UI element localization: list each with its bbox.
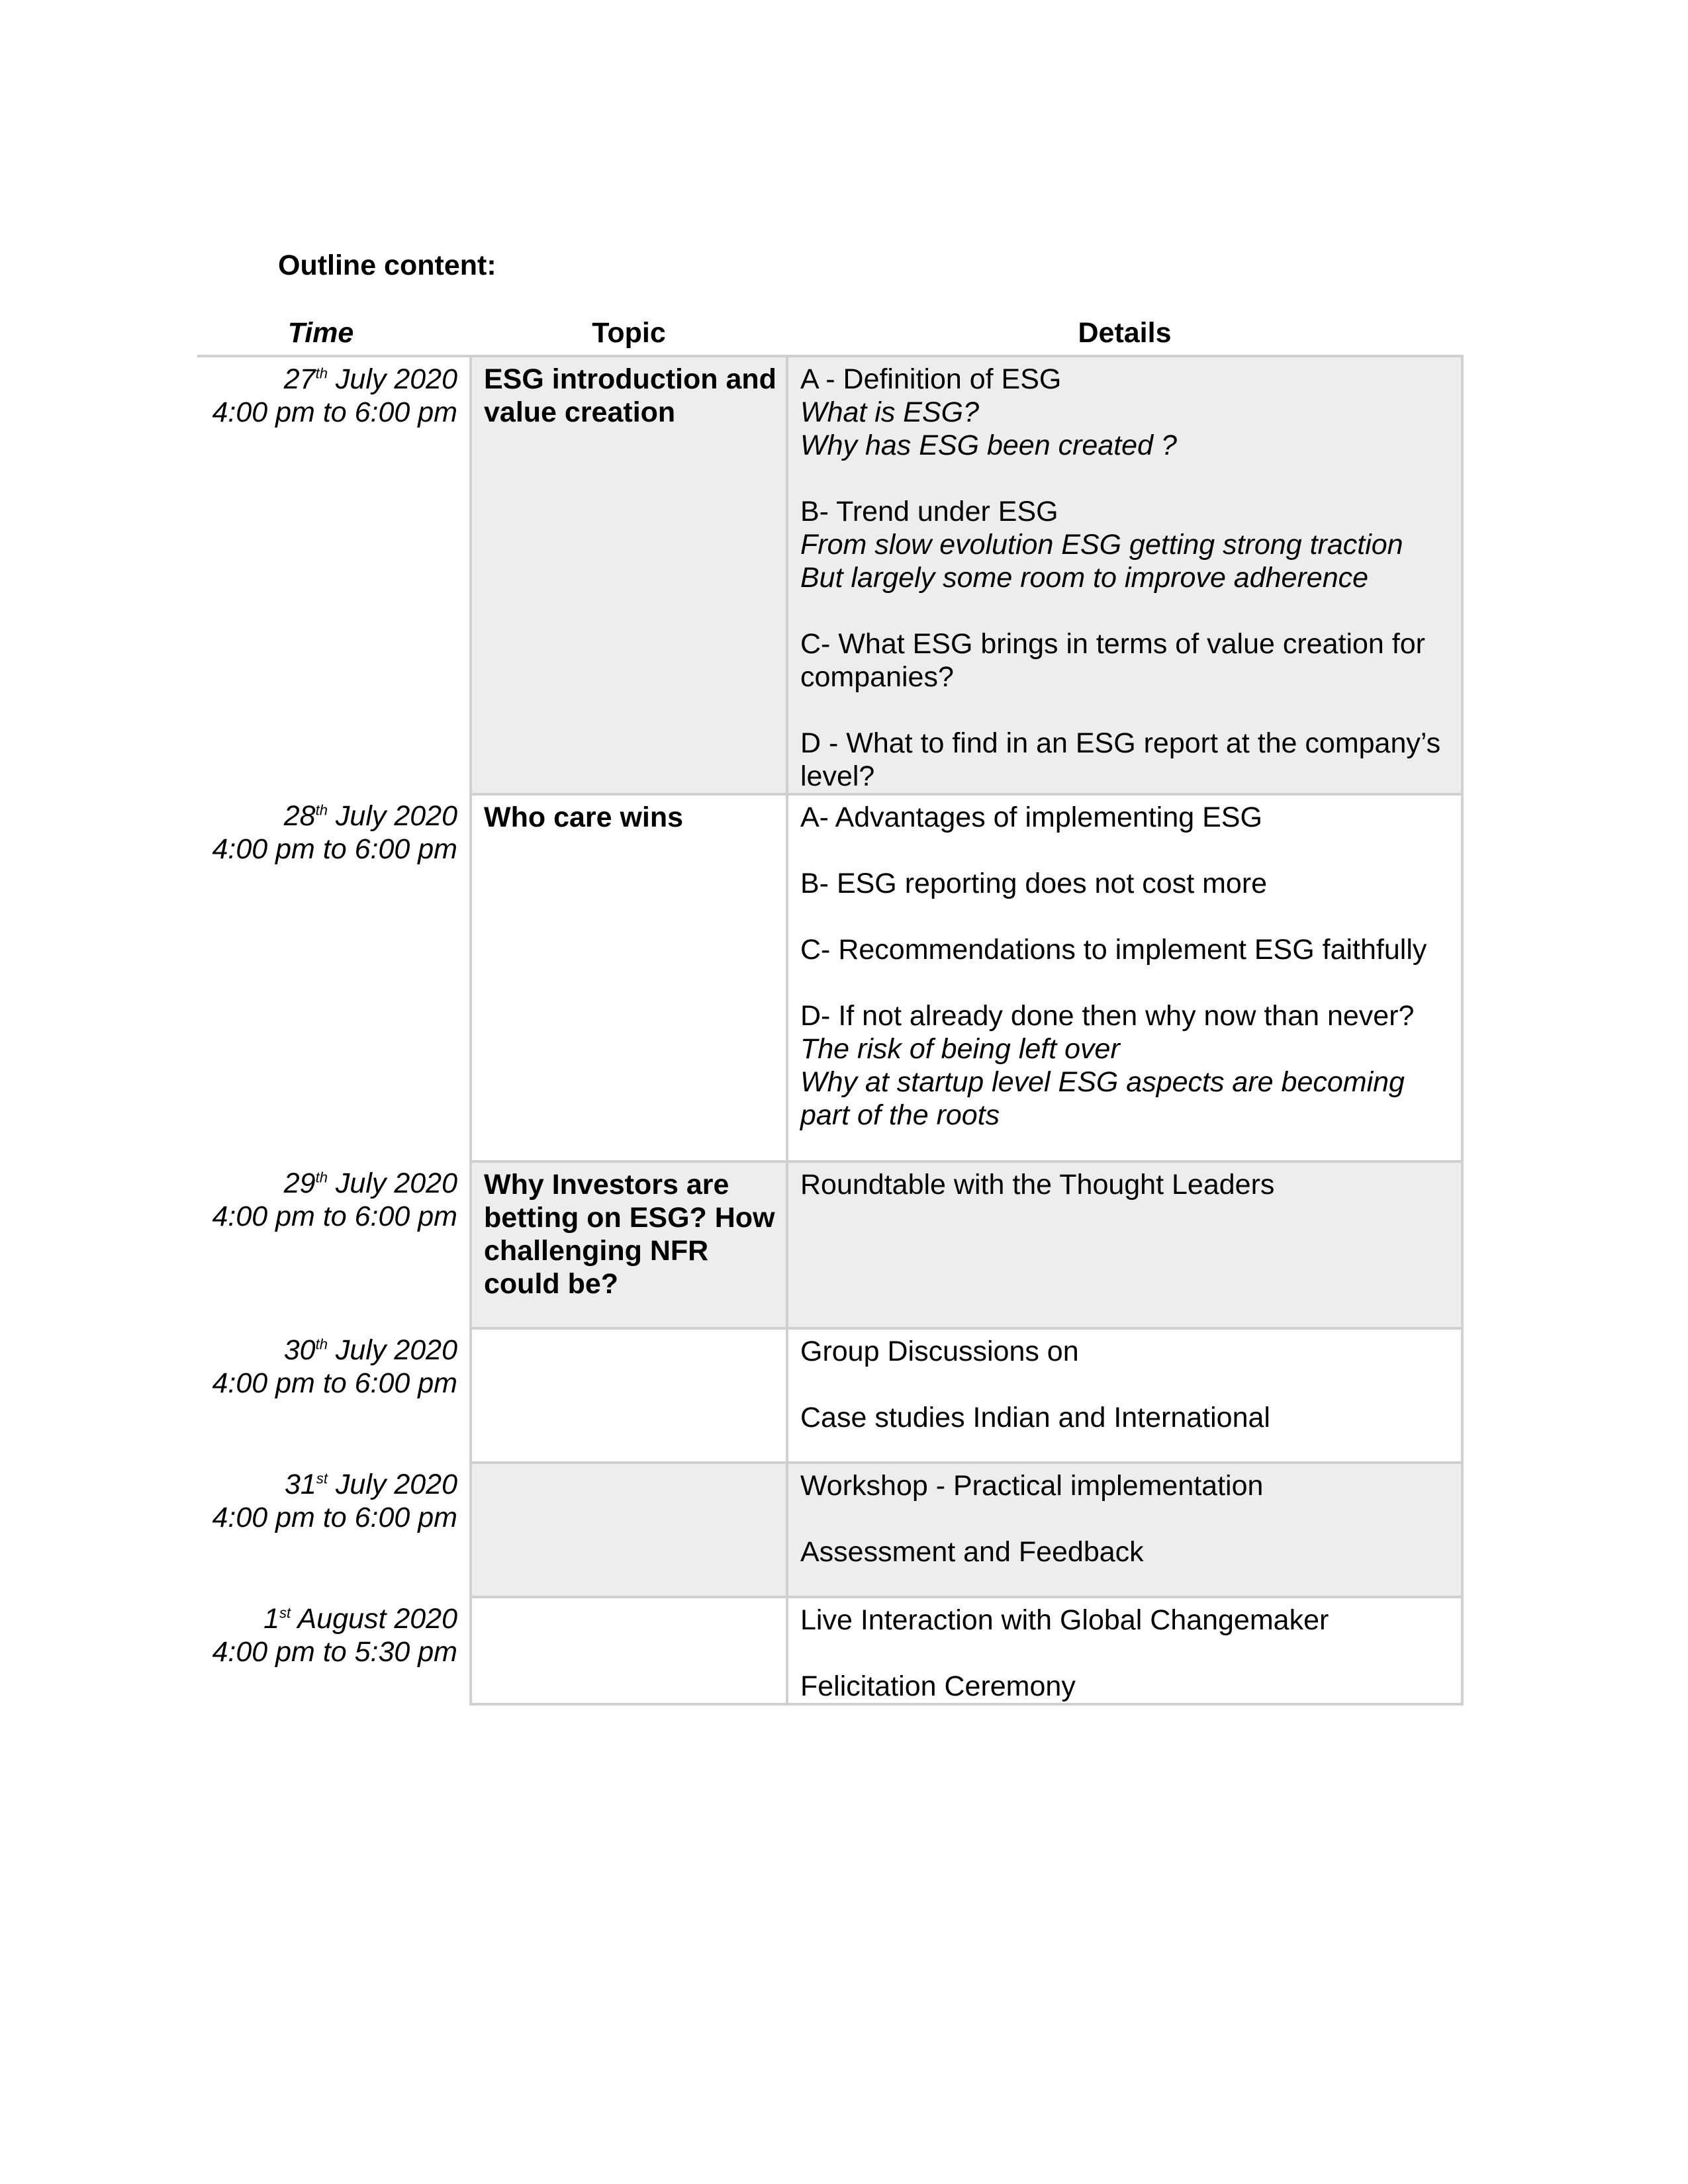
detail-subitem: Why has ESG been created ? — [800, 430, 1177, 461]
session-date: 30th July 2020 — [283, 1334, 457, 1366]
table-row — [197, 356, 1462, 794]
detail-item: D- If not already done then why now than never? — [800, 1000, 1415, 1032]
detail-item: A- Advantages of implementing ESG — [800, 801, 1262, 833]
details-cell — [787, 1597, 1462, 1704]
time-cell — [197, 1597, 471, 1704]
topic-cell — [471, 1463, 787, 1597]
time-cell — [197, 794, 471, 1161]
detail-item: A - Definition of ESG — [800, 363, 1062, 395]
session-hours: 4:00 pm to 6:00 pm — [212, 1201, 457, 1232]
detail-subitem: But largely some room to improve adherence — [800, 562, 1369, 594]
details-cell — [787, 1161, 1462, 1328]
detail-item: B- Trend under ESG — [800, 496, 1058, 527]
topic-cell — [471, 1328, 787, 1463]
session-date: 1st August 2020 — [263, 1603, 457, 1635]
detail-subitem: Why at startup level ESG aspects are becoming part of the roots — [800, 1066, 1405, 1131]
table-row — [197, 1161, 1462, 1328]
session-hours: 4:00 pm to 6:00 pm — [212, 396, 457, 428]
time-cell — [197, 356, 471, 794]
table-row — [197, 1328, 1462, 1463]
schedule-table — [197, 311, 1464, 1706]
session-hours: 4:00 pm to 6:00 pm — [212, 833, 457, 865]
details-cell — [787, 794, 1462, 1161]
session-date: 27th July 2020 — [283, 363, 457, 395]
table-row — [197, 794, 1462, 1161]
session-date: 29th July 2020 — [283, 1167, 457, 1199]
detail-item: Assessment and Feedback — [800, 1536, 1144, 1568]
session-hours: 4:00 pm to 5:30 pm — [212, 1636, 457, 1668]
table-row — [197, 1597, 1462, 1704]
detail-item: C- Recommendations to implement ESG faithfully — [800, 934, 1427, 966]
column-header-topic: Topic — [471, 311, 787, 356]
detail-item: Roundtable with the Thought Leaders — [800, 1169, 1275, 1201]
table-row — [197, 1463, 1462, 1597]
session-hours: 4:00 pm to 6:00 pm — [212, 1502, 457, 1533]
details-cell — [787, 1328, 1462, 1463]
detail-subitem: What is ESG? — [800, 396, 980, 428]
session-date: 28th July 2020 — [283, 800, 457, 832]
topic-cell: Who care wins — [471, 794, 787, 1161]
details-cell — [787, 1463, 1462, 1597]
details-cell — [787, 356, 1462, 794]
column-header-time: Time — [197, 311, 471, 356]
outline-heading: Outline content: — [278, 250, 496, 281]
detail-item: Felicitation Ceremony — [800, 1670, 1076, 1702]
table-header-row — [197, 311, 1462, 356]
session-hours: 4:00 pm to 6:00 pm — [212, 1367, 457, 1399]
detail-item: Group Discussions on — [800, 1336, 1079, 1367]
detail-subitem: From slow evolution ESG getting strong traction — [800, 529, 1403, 561]
detail-item: Live Interaction with Global Changemaker — [800, 1604, 1329, 1636]
topic-cell — [471, 1597, 787, 1704]
detail-item: Case studies Indian and International — [800, 1402, 1270, 1433]
session-date: 31st July 2020 — [285, 1469, 457, 1500]
detail-subitem: The risk of being left over — [800, 1033, 1120, 1065]
detail-item: C- What ESG brings in terms of value creation for companies? — [800, 628, 1425, 693]
column-header-details: Details — [787, 311, 1462, 356]
detail-item: Workshop - Practical implementation — [800, 1470, 1264, 1502]
detail-item: B- ESG reporting does not cost more — [800, 868, 1268, 899]
time-cell — [197, 1161, 471, 1328]
topic-cell: ESG introduction and value creation — [471, 356, 787, 794]
time-cell — [197, 1328, 471, 1463]
time-cell — [197, 1463, 471, 1597]
topic-cell: Why Investors are betting on ESG? How challenging NFR could be? — [471, 1161, 787, 1328]
detail-item: D - What to find in an ESG report at the company’s level? — [800, 727, 1441, 792]
